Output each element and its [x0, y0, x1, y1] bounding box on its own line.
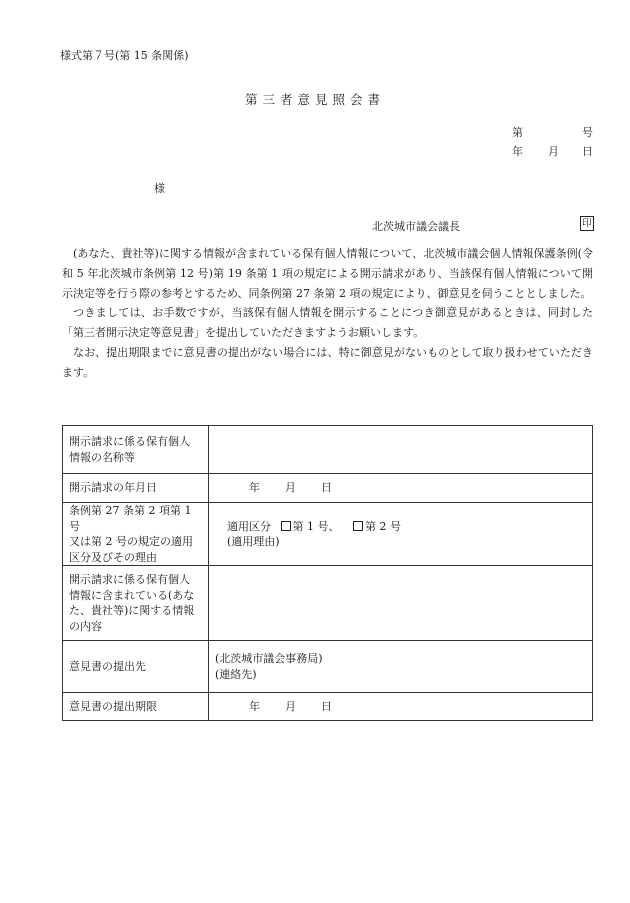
request-date-month: 月: [285, 481, 296, 495]
table-value-category: [209, 503, 593, 566]
table-label-document-name: [63, 426, 209, 474]
request-date-day: 日: [321, 481, 332, 495]
document-date-month: 月: [548, 145, 559, 158]
table-label-category: [63, 503, 209, 566]
body-paragraph-2: つきましては、お手数ですが、当該保有個人情報を開示することにつき御意見があるときは、同封した「第三者開示決定等意見書」を提出していただきますようお願いします。: [62, 306, 593, 340]
option-1-label: 第 1 号、: [292, 519, 340, 533]
table-row-category: [63, 503, 593, 566]
label-line: 開示請求に係る保有個人: [69, 573, 190, 586]
table-label-info-content: [63, 566, 209, 641]
table-label-request-date: 開示請求の年月日: [63, 474, 209, 503]
seal-mark: 印: [580, 216, 594, 231]
document-date-day: 日: [582, 145, 593, 158]
label-line: 情報の名称等: [69, 450, 135, 464]
form-number: 様式第７号(第 15 条関係): [60, 49, 189, 62]
label-line: 区分及びその理由: [69, 550, 157, 564]
checkbox-option-2[interactable]: [353, 521, 363, 531]
body-paragraph-3: なお、提出期限までに意見書の提出がない場合には、特に御意見がないものとして取り扱わせていただきます。: [62, 345, 593, 379]
table-row-submission-deadline: [63, 693, 593, 721]
addressee-honorific: 様: [154, 182, 165, 195]
deadline-date-month: 月: [285, 699, 296, 713]
document-number-prefix: 第: [512, 126, 523, 139]
label-line: 又は第 2 号の規定の適用: [69, 535, 193, 548]
label-line: た、貴社等)に関する情報: [69, 604, 195, 617]
category-label: 適用区分: [227, 519, 271, 533]
sender-name: 北茨城市議会議長: [372, 220, 460, 233]
document-number-suffix: 号: [582, 126, 593, 139]
table-label-submission-deadline: 意見書の提出期限: [63, 693, 209, 721]
table-row-info-content: [63, 566, 593, 641]
label-line: 開示請求に係る保有個人: [69, 435, 190, 448]
destination-office: (北茨城市議会事務局): [215, 652, 323, 665]
label-line: 条例第 27 条第 2 項第 1 号: [69, 504, 192, 533]
category-options: [227, 519, 586, 535]
table-row-document-name: [63, 426, 593, 474]
body-text: [62, 244, 593, 383]
document-date-year: 年: [512, 145, 523, 158]
table-value-submission-destination: [209, 641, 593, 693]
label-line: 情報に含まれている(あな: [69, 588, 195, 602]
document-title: 第三者意見照会書: [244, 92, 385, 107]
reason-label: (適用理由): [227, 535, 280, 548]
table-value-document-name[interactable]: [209, 426, 593, 474]
request-date-fields: [215, 480, 586, 496]
checkbox-option-1[interactable]: [281, 521, 291, 531]
table-label-submission-destination: 意見書の提出先: [63, 641, 209, 693]
table-row-submission-destination: [63, 641, 593, 693]
label-line: の内容: [69, 619, 102, 633]
table-value-submission-deadline[interactable]: [209, 693, 593, 721]
table-value-request-date[interactable]: [209, 474, 593, 503]
info-table: [62, 425, 593, 721]
table-value-info-content[interactable]: [209, 566, 593, 641]
deadline-date-year: 年: [249, 699, 260, 713]
deadline-date-day: 日: [321, 699, 332, 713]
option-2-label: 第 2 号: [365, 519, 401, 533]
table-row-request-date: [63, 474, 593, 503]
deadline-date-fields: [215, 699, 586, 715]
request-date-year: 年: [249, 481, 260, 495]
body-paragraph-1: (あなた、貴社等)に関する情報が含まれている保有個人情報について、北茨城市議会個人情報保護条例(令和 5 年北茨城市条例第 12 号)第 19 条第 1 項の規定による開示請求があり、当該保有個人情報について開示決定等を行う際の参考とするため、同条例第 27 条第 2 項の規定により、御意見を伺うこととしました。: [62, 247, 593, 300]
destination-contact: (連絡先): [215, 667, 257, 681]
